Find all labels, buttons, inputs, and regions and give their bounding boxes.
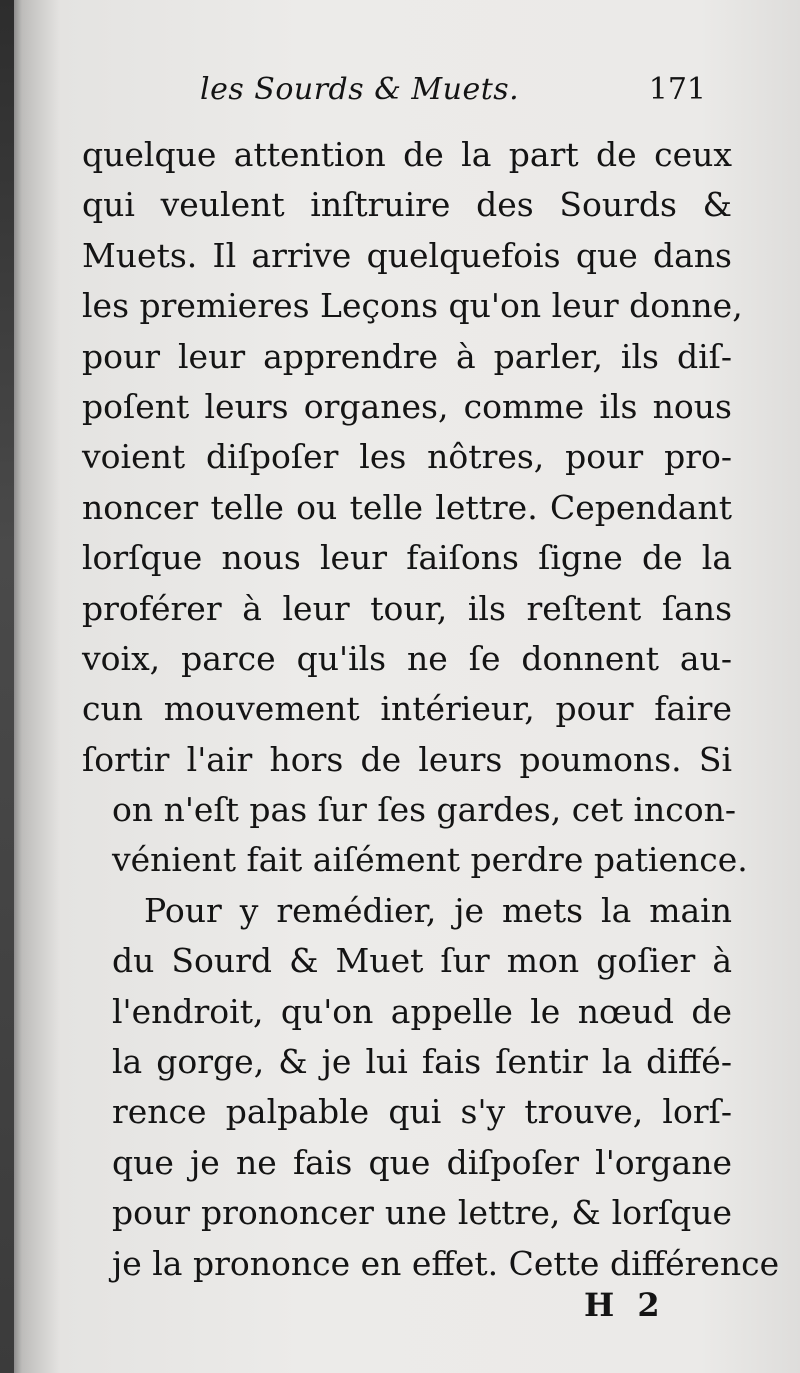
text-line: je la prononce en effet. Cette différence bbox=[112, 1243, 780, 1283]
running-title: les Sourds & Muets. bbox=[200, 72, 520, 107]
text-line: on n'eſt pas ſur ſes gardes, cet incon- bbox=[112, 790, 737, 830]
text-line: qui veulent inſtruire des Sourds & bbox=[82, 185, 732, 225]
page-header bbox=[200, 72, 720, 122]
text-line: vénient fait aiſément perdre patience. bbox=[112, 840, 748, 880]
text-line: quelque attention de la part de ceux bbox=[82, 135, 732, 174]
text-line: pour prononcer une lettre, & lorſque bbox=[112, 1193, 732, 1233]
text-line: cun mouvement intérieur, pour faire bbox=[82, 689, 732, 729]
signature-mark: H 2 bbox=[584, 1286, 666, 1324]
body-text bbox=[82, 130, 780, 1289]
text-line: du Sourd & Muet ſur mon goſier à bbox=[112, 941, 732, 981]
text-line: l'endroit, qu'on appelle le nœud de bbox=[112, 991, 732, 1031]
text-line: poſent leurs organes, comme ils nous bbox=[82, 386, 732, 426]
text-line: voix, parce qu'ils ne ſe donnent au- bbox=[82, 638, 732, 678]
text-line: proférer à leur tour, ils reſtent ſans bbox=[82, 588, 732, 628]
text-line: Muets. Il arrive quelquefois que dans bbox=[82, 235, 732, 275]
text-line: noncer telle ou telle lettre. Cependant bbox=[82, 487, 732, 527]
text-line: que je ne fais que diſpoſer l'organe bbox=[112, 1142, 732, 1182]
text-line: rence palpable qui s'y trouve, lorſ- bbox=[112, 1092, 732, 1132]
text-line: pour leur apprendre à parler, ils diſ- bbox=[82, 336, 732, 376]
text-line: les premieres Leçons qu'on leur donne, bbox=[82, 286, 743, 326]
binding-edge bbox=[0, 0, 14, 1373]
text-line: voient diſpoſer les nôtres, pour pro- bbox=[82, 437, 732, 477]
page-number: 171 bbox=[648, 72, 706, 107]
text-line: ſortir l'air hors de leurs poumons. Si bbox=[82, 739, 732, 779]
text-line: lorſque nous leur faiſons ſigne de la bbox=[82, 538, 732, 578]
text-line: la gorge, & je lui fais ſentir la diffé- bbox=[112, 1042, 732, 1082]
paragraph-start-line: Pour y remédier, je mets la main bbox=[144, 890, 732, 930]
